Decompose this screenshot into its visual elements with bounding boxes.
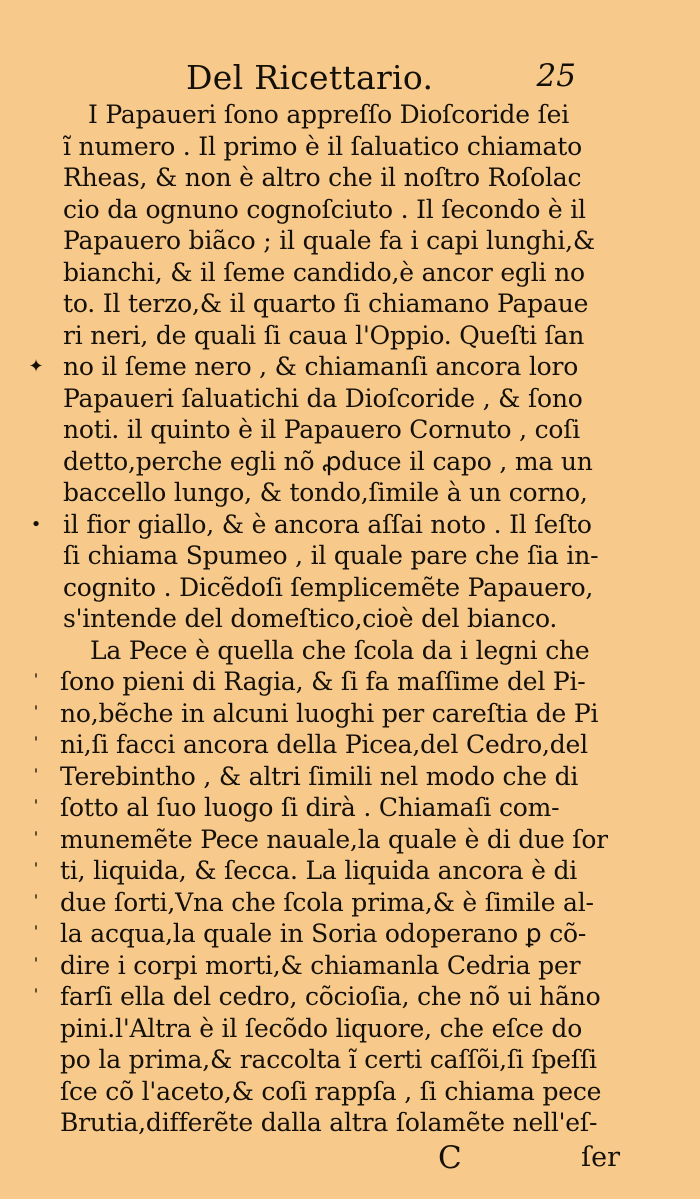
text-line: pini.l'Altra è il ſecõdo liquore, che eſce do [60, 1013, 583, 1043]
text-line: Brutia,differẽte dalla altra ſolamẽte nell'eſ- [60, 1108, 598, 1137]
text-line: Terebintho , & altri ſimili nel modo che di [60, 761, 579, 791]
text-line: Papauero biãco ; il quale fa i capi lunghi,& [63, 226, 595, 255]
text-line: ſce cõ l'aceto,& coſi rappſa , ſi chiama pece [60, 1076, 602, 1106]
margin-mark: ˈ [33, 702, 39, 724]
margin-mark: ˈ [33, 954, 39, 976]
margin-mark: ˈ [33, 923, 39, 944]
paragraph-pece [48, 635, 608, 1139]
page-footer [420, 1140, 620, 1180]
margin-mark [26, 288, 46, 320]
running-head [186, 58, 576, 102]
text-line: baccello lungo, & tondo,ſimile à un corno, [63, 478, 588, 507]
margin-mark: ˈ [33, 986, 39, 1007]
text-line: ĩ numero . Il primo è il ſaluatico chiamato [63, 131, 582, 161]
margin-mark: ˈ [33, 671, 39, 692]
text-line: bianchi, & il ſeme candido,è ancor egli no [63, 257, 585, 287]
text-line: Papaueri ſaluatichi da Dioſcoride , & ſono [63, 383, 583, 413]
page-number: 25 [536, 58, 576, 94]
running-title: Del Ricettario. [186, 58, 434, 97]
margin-mark [26, 477, 46, 509]
text-line: cio da ognuno cognoſciuto . Il ſecondo è il [63, 194, 586, 224]
text-line: to. Il terzo,& il quarto ſi chiamano Papaue [63, 289, 589, 318]
margin-mark [26, 572, 46, 604]
text-line: ſono pieni di Ragia, & ſi fa maſſime del Pi- [60, 667, 586, 696]
text-line: no il ſeme nero , & chiamanſi ancora loro [63, 352, 579, 381]
text-line: ſotto al ſuo luogo ſi dirà . Chiamaſi com- [60, 793, 560, 822]
margin-mark [26, 540, 46, 572]
text-line: I Papaueri ſono appreſſo Dioſcoride ſei [88, 100, 570, 129]
text-line: ſi chiama Spumeo , il quale pare che ſia in- [63, 541, 599, 570]
text-line: ti, liquida, & ſecca. La liquida ancora è di [60, 856, 578, 885]
text-line: noti. il quinto è il Papauero Cornuto , coſi [63, 415, 581, 444]
margin-mark: ˈ [33, 765, 39, 787]
text-line: po la prima,& raccolta ĩ certi caſſõi,ſi ſpeſſi [60, 1045, 597, 1074]
margin-mark: ✦ [28, 356, 44, 377]
margin-mark [26, 131, 46, 163]
text-line: Rheas, & non è altro che il noſtro Roſolac [63, 163, 582, 192]
text-line: il fior giallo, & è ancora aſſai noto . Il ſeſto [63, 509, 592, 539]
text-line: ri neri, de quali ſi caua l'Oppio. Queſti ſan [63, 320, 585, 350]
margin-mark [26, 320, 46, 352]
margin-mark: • [30, 513, 42, 535]
margin-mark [26, 635, 46, 667]
text-line: munemẽte Pece nauale,la quale è di due ſor [60, 824, 608, 854]
margin-mark: ˈ [33, 828, 39, 850]
margin-marks [26, 99, 46, 1013]
text-line: due ſorti,Vna che ſcola prima,& è ſimile al- [60, 887, 594, 917]
text-block [48, 99, 608, 1139]
margin-mark [26, 446, 46, 478]
text-line: dire i corpi morti,& chiamanla Cedria per [60, 950, 581, 980]
text-line: la acqua,la quale in Soria odoperano ꝑ cõ- [60, 919, 587, 948]
signature-mark: C [438, 1140, 462, 1176]
margin-mark [26, 603, 46, 635]
margin-mark: ˈ [33, 891, 39, 913]
margin-mark [26, 257, 46, 289]
text-line: s'intende del domeſtico,cioè del bianco. [63, 604, 558, 633]
margin-mark [26, 383, 46, 415]
margin-mark: ˈ [33, 734, 39, 755]
text-line: ni,ſi facci ancora della Picea,del Cedro,del [60, 730, 588, 759]
margin-mark: ˈ [33, 797, 39, 818]
text-line: cognito . Dicẽdoſi ſemplicemẽte Papauero, [63, 572, 594, 602]
margin-mark [26, 225, 46, 257]
margin-mark [26, 162, 46, 194]
margin-mark [26, 99, 46, 131]
margin-mark [26, 414, 46, 446]
catchword: ſer [581, 1142, 620, 1173]
margin-mark: ˈ [33, 860, 39, 881]
text-line: no,bẽche in alcuni luoghi per careſtia de Pi [60, 698, 599, 728]
paragraph-papaueri [48, 99, 608, 635]
text-line: farſi ella del cedro, cõcioſia, che nõ ui hãno [60, 982, 601, 1011]
text-line: La Pece è quella che ſcola da i legni che [90, 635, 590, 665]
text-line: detto,perche egli nõ ꝓduce il capo , ma un [63, 446, 593, 476]
margin-mark [26, 194, 46, 226]
